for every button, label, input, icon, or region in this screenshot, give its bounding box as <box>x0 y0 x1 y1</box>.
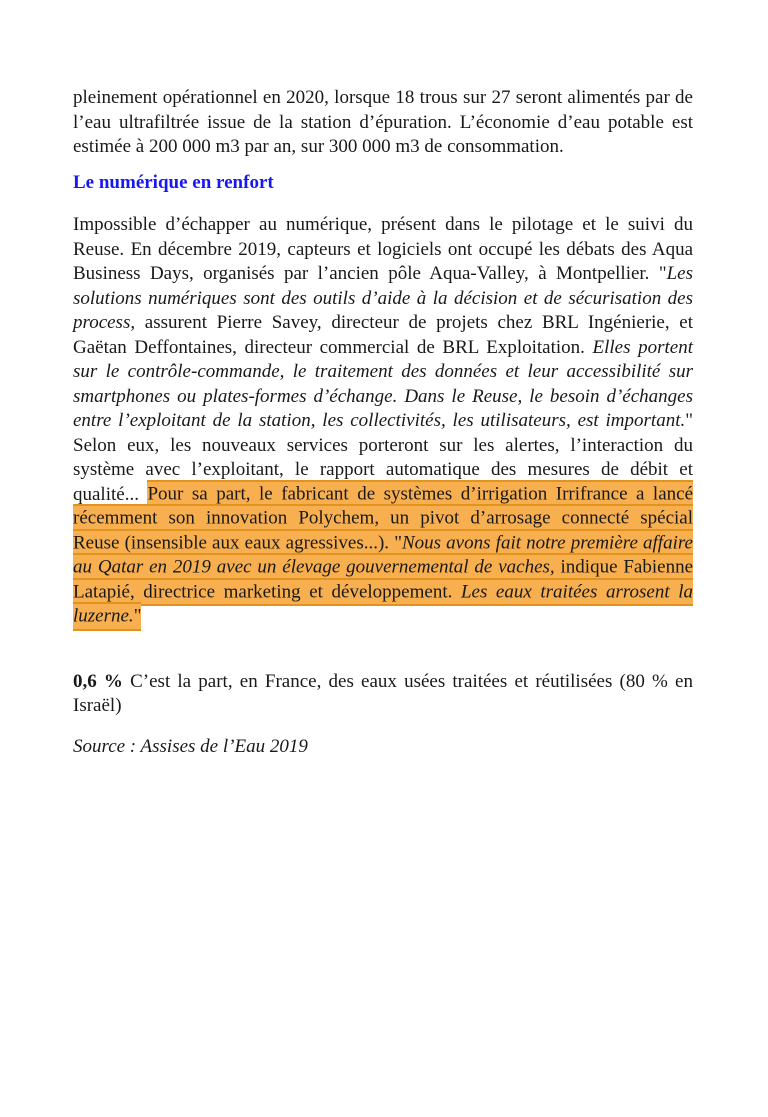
stat-line <box>73 670 693 719</box>
highlighted-quote-segment: Nous avons fait notre première affaire au Qatar en 2019 avec un élevage gouvernemental de vaches, <box>73 532 693 578</box>
highlighted-segment: " <box>133 606 142 627</box>
quote-italic-segment: Les solutions numériques sont des outils d’aide à la décision et de sécurisation des process, <box>73 263 693 333</box>
stat-text: C’est la part, en France, des eaux usées traitées et réutilisées (80 % en Israël) <box>73 670 693 716</box>
paragraph-numerique <box>73 213 693 630</box>
paragraph-intro: pleinement opérationnel en 2020, lorsque 18 trous sur 27 seront alimentés par de l’eau ultrafiltrée issue de la station d’épuration. L’économie d’eau potable est estimée à 200 000 m3 par an, sur 300 000 m3 de consommation. <box>73 87 693 157</box>
content-area <box>73 86 693 759</box>
stat-value: 0,6 % <box>73 670 123 692</box>
text-segment: assurent Pierre Savey, directeur de projets chez BRL Ingénierie, et Gaëtan Deffontaines, directeur commercial de BRL Exploitation. <box>73 312 693 358</box>
highlighted-passage <box>73 482 693 629</box>
highlighted-segment: Pour sa part, le fabricant de systèmes d’irrigation Irrifrance a lancé récemment son innovation Polychem, un pivot d’arrosage connecté spécial Reuse (insensible aux eaux agressives...). " <box>73 483 694 554</box>
section-heading: Le numérique en renfort <box>73 171 274 193</box>
source-line: Source : Assises de l’Eau 2019 <box>73 735 308 757</box>
quote-italic-segment: Elles portent sur le contrôle-commande, le traitement des données et leur accessibilité sur smartphones ou plates-formes d’échange. Dans le Reuse, le besoin d’échanges entre l’exploitant de la station, les collectivités, les utilisateurs, est important. <box>73 336 693 431</box>
text-segment: Impossible d’échapper au numérique, présent dans le pilotage et le suivi du Reuse. En décembre 2019, capteurs et logiciels ont occupé les débats des Aqua Business Days, organisés par l’ancien pôle Aqua-Valley, à Montpellier. " <box>73 214 693 284</box>
highlighted-quote-segment: Les eaux traitées arrosent la luzerne. <box>73 581 694 627</box>
highlighted-segment: indique Fabienne Latapié, directrice marketing et développement. <box>73 557 694 603</box>
text-segment: " Selon eux, les nouveaux services porteront sur les alertes, l’interaction du système avec l’exploitant, le rapport automatique des mesures de débit et qualité... <box>73 410 693 505</box>
